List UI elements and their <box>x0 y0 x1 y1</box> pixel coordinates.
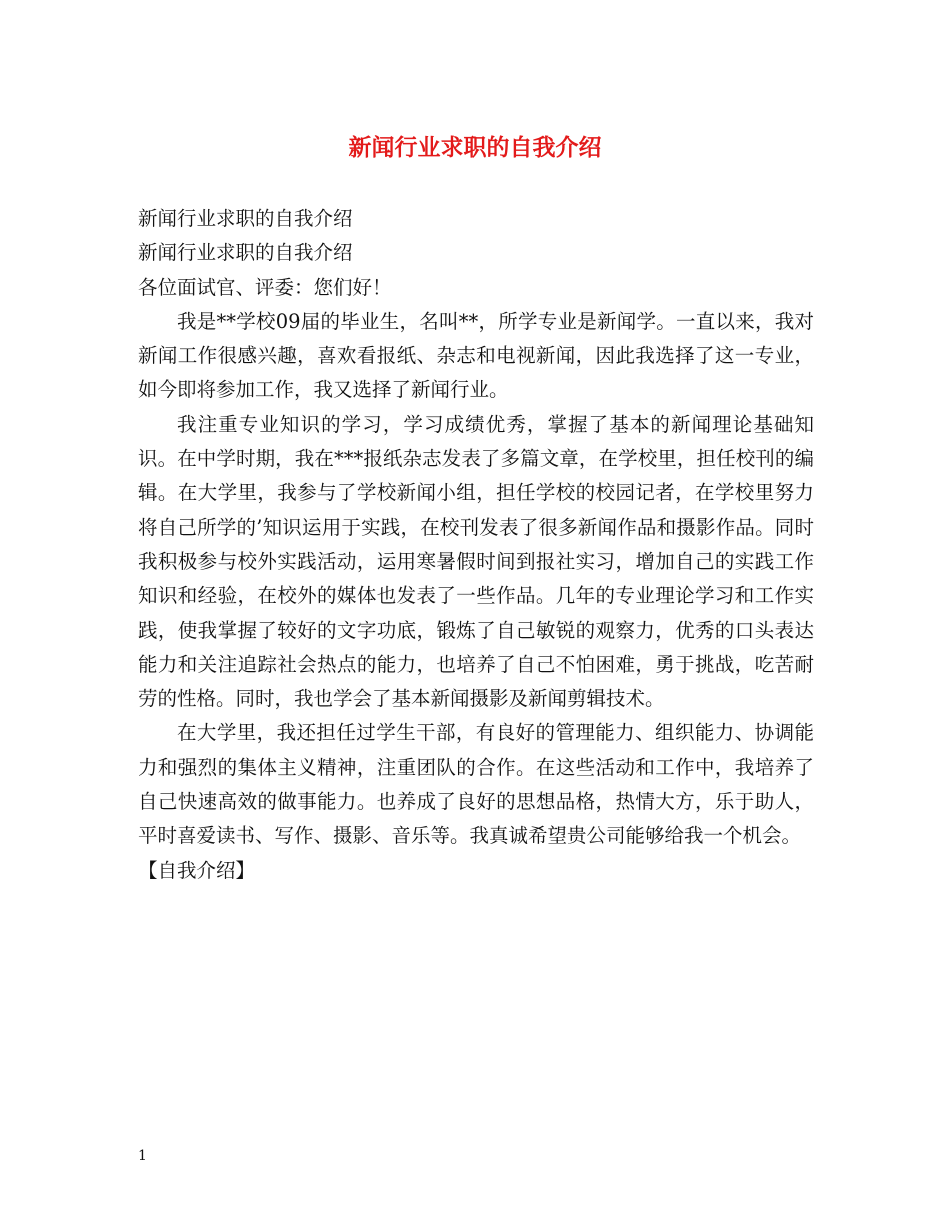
heading-line-2: 新闻行业求职的自我介绍 <box>138 241 353 265</box>
paragraph-experience: 我注重专业知识的学习，学习成绩优秀，掌握了基本的新闻理论基础知识。在中学时期，我在***报纸杂志发表了多篇文章，在学校里，担任校刊的编辑。在大学里，我参与了学校新闻小组，担任学校的校园记者，在学校里努力将自己所学的’知识运用于实践，在校刊发表了很多新闻作品和摄影作品。同时我积极参与校外实践活动，运用寒暑假时间到报社实习，增加自己的实践工作知识和经验，在校外的媒体也发表了一些作品。几年的专业理论学习和工作实践，使我掌握了较好的文字功底，锻炼了自己敏锐的观察力，优秀的口头表达能力和关注追踪社会热点的能力，也培养了自己不怕困难，勇于挑战，吃苦耐劳的性格。同时，我也学会了基本新闻摄影及新闻剪辑技术。 <box>138 412 814 711</box>
heading-line-1: 新闻行业求职的自我介绍 <box>138 207 353 230</box>
document-title: 新闻行业求职的自我介绍 <box>348 134 602 161</box>
greeting-line: 各位面试官、评委：您们好！ <box>138 275 392 299</box>
page-number: 1 <box>138 1148 147 1164</box>
paragraph-leadership: 在大学里，我还担任过学生干部，有良好的管理能力、组织能力、协调能力和强烈的集体主义精神，注重团队的合作。在这些活动和工作中，我培养了自己快速高效的做事能力。也养成了良好的思想品格，热情大方，乐于助人，平时喜爱读书、写作、摄影、音乐等。我真诚希望贵公司能够给我一个机会。 <box>138 721 814 848</box>
closing-tag: 【自我介绍】 <box>138 858 256 882</box>
paragraph-intro: 我是**学校09届的毕业生，名叫**，所学专业是新闻学。一直以来，我对新闻工作很感兴趣，喜欢看报纸、杂志和电视新闻，因此我选择了这一专业，如今即将参加工作，我又选择了新闻行业。 <box>138 309 814 402</box>
document-body <box>138 202 814 888</box>
